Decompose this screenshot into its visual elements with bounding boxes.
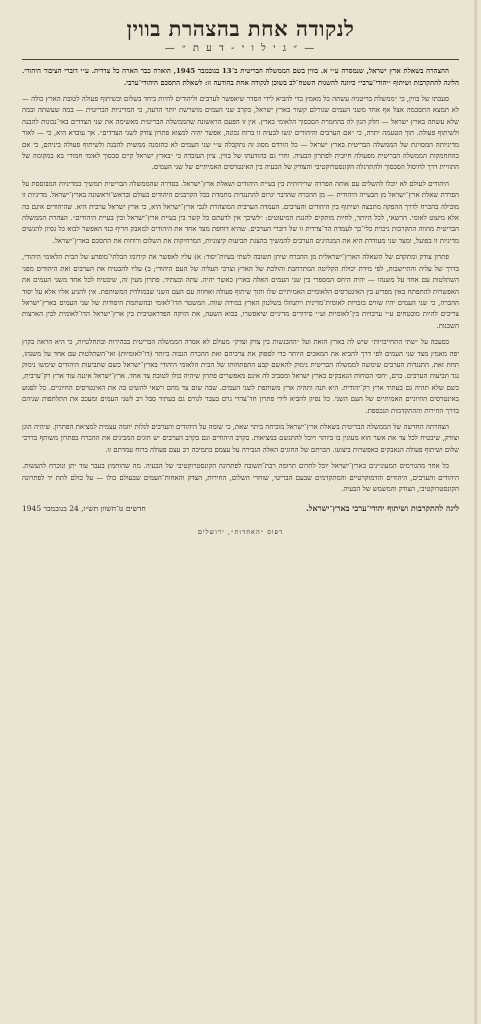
paragraph: בסעבה על ״שתי התחייבויות״ שיש לה בארץ הזאת ועל ״ההבנשות בין צדק וצדק״ מעולם לא אסרה הממשלה הבריטית בבהירות ובתחלטיות, כי היא הראה בקוץ יפה מאמץ מצד שני העמים לפי דרך להביא את המאכים היותר כדי לספוק את צרכיהם ואת ההכרח הגבוה ביותר (דו־לאומיות) ואי־השתלטות עם אחד על משנהו, תחת זאת. התנגדות הערבים שימשה לממשלה הבריטית נימוק להאשם קבע התפתחותו של הבית הלאומי היהודי בארץ־ישראל כשם שתביעות היהודים שימשו נימוק נגד תביעות הערבים. ברם, יחסי הכוחות הנאבקים בארץ ישראל ומסביב לה אינם מאפשרים פתרון שיהיה כולו לטובת צד אחד. ארץ־ישראל איננה עוד ארץ רק־ערבית, כשם שלא תהיה גם בעתיד ארץ רק־יהודית. היא תנה ותהיה ארץ משותפת לשני העמים. שבה שום צד מהם רשאי להשיט בה את האינטרסים החיוניים. כל לפגוע באינטרסים החיוניים האמיתיים של העם השני. כל נסיון להביא לידי פתרון חד־צדדי גרם בעבר לגורם גם בעתיד סבל רב לשני העמים ומעכב את התלתפות שניהם בדרך החירות וההתקדמות הנכספת. [22,338,459,415]
paragraph: כל אחד מהגורמים המעוניינים בארץ־ישראל יוכל לתרום תרומה רבת־תשובה לפתרונה הקונסטרוקטיבי של הבעיה. מה שהוחמץ בעבר עוד יתן ונוכרח להעשות. היהודים והערבים, היהודים והדמוקרטיים והמתקדמים שבעם הבריטי, שוחרי השלום, החירות, הצדק והאחות־העמים שבעולם כולו — על כולם לתת יד לפתרונה הקונסטרוקטיבי, הצודק והמשמש של הבעיה. [22,462,459,493]
date-line: חדשים ט־חשוון תש״ו, 24 בנובמבר 1945 [22,504,146,514]
document-footer [22,503,459,514]
title-divider [22,59,459,60]
document-title: לנקודה אחת בהצהרת בווין [126,16,355,41]
printer-credit: דפוס ״האחדות״, ירושלים [197,528,284,537]
document-body [22,66,459,495]
paragraph: הצהרתה החדשה של הממשלה הבריטית בשאלת ארץ־ישראל מוכיחה ביתר שאת, כי שומה על היהודים והערבים לגלות יוזמה עצמית למציאת הפתרון. שיהיה הוגן וצודק, שיבטיח לכל צד את אשר הוא מעונין בו ביותר ויוכל להתגשם במציאות. בקרב היהודים וגם בקרב הערבים יש חוגים המבינים את ההכרח בפתרון משותף בדרכי שלום ושיתוף פעולה הנאבקים באפשרות ביצועו. הכרתם של החוגים האלה הגבירה על עצמם בתמיכה רב עצם פעולה ברוח עמדתם זו. [22,422,459,454]
paragraph: היהודים לעולם לא יוכלו להשלים עם אותה הפרדה שרירותית בין בעיית היהודים ושאלת ארץ־ישראל. בסדרה שהממשלה הבריטית תמשיך במדיניות המבוססת על הפרדת שאלת ארץ־ישראל מן הבעייה היהודית — מן ההכרח שהדבר יגרום להתנגדות מתמדת בכל הקרבנים היהודים בעולם ובראש־וראשונה בארץ־ישראל. מדיניות זו מובילה בהכרח לדרך ההפקה מתבצה ושיתוף בין היהודים והערבים. העמדה הערבית המוצהרת לגבי ארץ־ישראל היא, כי ארץ ישראל ערבית היא. שהיהודים אינם בה אלא מיעוט לאומי. הרשאי, לכל היותר, לחיות מותקים להנגת המיעוטים: ״לשיכך אין לדעתם כל קשר בין בעיית ארץ־ישראל ובין בעיית היהודים״. הצהרת הממשלה הבריטית מהווה התקרבות ניכרת כלי־כך לעמדה הד־צדדית זו של דוברי הערבים. שהיא דוחפת מצד אחד את היהודים למאבק חריף כנד האפשר לבוא כל נסיון להגשים מדיניות זו בפועל, ומצד שני מעודדת היא את המנהיגים הערבים להמשיך בהצגת תביעות קיצוניות, המרחיקות את השלום ורוחות את התסכם בארץ־ישראל. [22,179,459,245]
paragraph: סעבתו של בווין, כי ״ממשלת בריטניה עשתה כל מאמץ כדי להביא לידי הסדר שיאפשר לערבים וליהודים לחיות ביחד בשלום ובשיתוף פעולה לטובת הארץ כולה — לא תמצא התסכמה אצל אף אחד משני העמים שגורלם קשור בארץ ישראל, בקרב שני העמים מושרשת יותר הדעה, כי המדיניות הבריטית — במה שעשתה ובמה שלא עשתה בארץ ישראל — חלק הגון לה בהחמרת הסכסוך הלאומי בארץ. אין זו הפעם הראשונה שהממשלה הבריטית מאשימה את שני הצדדים באי־נכונות להבנה ולשיתוף פעולה. תוך הטעמה יתרה, כי ״אם הערבים והיהודים יגשו לבעיה זו ברוח נכונה, אפשר יהיה למצוא פתרון צודק לשני הצדדים״. אך עובדא היא, כי — לאור מדיניותה המסויגת של הממשלה הבריטית בארץ ישראל — כל הורדם מסוג זה נתקבלה ע״י שני העמים לא כהזמנה ממשית להבנה ולשיתוף פעולה ביניהם, כי אם כהתחמקות הממשלה הבריטית מפעולה חיובית לפתרון הבעיה. וחרי גם בהודעתו של בווין. ציון העובדה כי ״בארץ ישראל קיים סכסוך לאומי חמור״ בא במקומה של התוויית דרך לחיסול הסכסוך ולהתרגלה הקונסטרוקטיבי והצודק של הבעיה בין האינטרסים האמיתיים של שני העמים. [22,95,459,172]
paragraph: פתרון צודק ומתקדם של השאלה הארץ־ישראלית מן ההכרח שיתן תשובה לשתי בעיות־יסוד: א) עליו לאפשר את קידומו הבלתי־מופרע של הבית הלאומי היהודי, בדרך של עליה והתיישבות, לפי מידת יכולת הקליטה המתרחבת והולכת של הארץ וצרכי העליה של העם היהודי; ב) עליו להבטיח את הערבים ואת היהודים מפני השתלטות עם אחד על משנהו — יהיה היחס המספרי בין שני העמים האלה בארץ כאשר יהיה. עתה ובעתיד. פתרון מעין זה, שיבטיח לכל אחד משני העמים את האפשרות להתפתח באין מפריע בין האינטרסים הלאומיים האמיתיים שלו ותוך שיתוף פעולה ואחווה עם העם השני שבמולדת המשותפת. אין להגיע אליו אלא על יסוד ההכרה, כי שני העמים יהיו שווים בזכויות לאומית־מדינית ויתנהלו בשלטון הארץ במידה שווה. המשטר הדו־לאומי ובהשתמת היסודות של שני העמים בארץ־ישראל צריכים להיות מובטחים ע״י ערבויות בין־לאומיות וע״י סידורים מדיניים שיאפשרו, בבוא השעה, את הזיקה הפדראטיבית בין ארץ־ישראל הדו־לאומית לבין הארצות השכנות. [22,253,459,330]
signature: ליגה להתקרבות ושיתוף יהודי־ערבי בארץ־ישראל. [306,503,459,514]
document-subtitle: — ״ ג י ל ו י - ד ע ת ״ — [164,43,317,55]
paragraph-intro: ההצהרה בשאלת ארץ ישראל, שנמסרה ע״י א. בווין בשם הממשלה הבריטית ב־13 בנובמבר 1945, הוארה כבר הארה כל צדדית. ע״י דוברי הציבור היהודי. הליגה להתקרבות ושיתוף ״יהודי־ערבי״ כיוונה להשנות השטח־לב בשוכן לנקודה אחת בהודעה זו: לשאלת התסכם היהודי־ערבי. [22,67,459,87]
